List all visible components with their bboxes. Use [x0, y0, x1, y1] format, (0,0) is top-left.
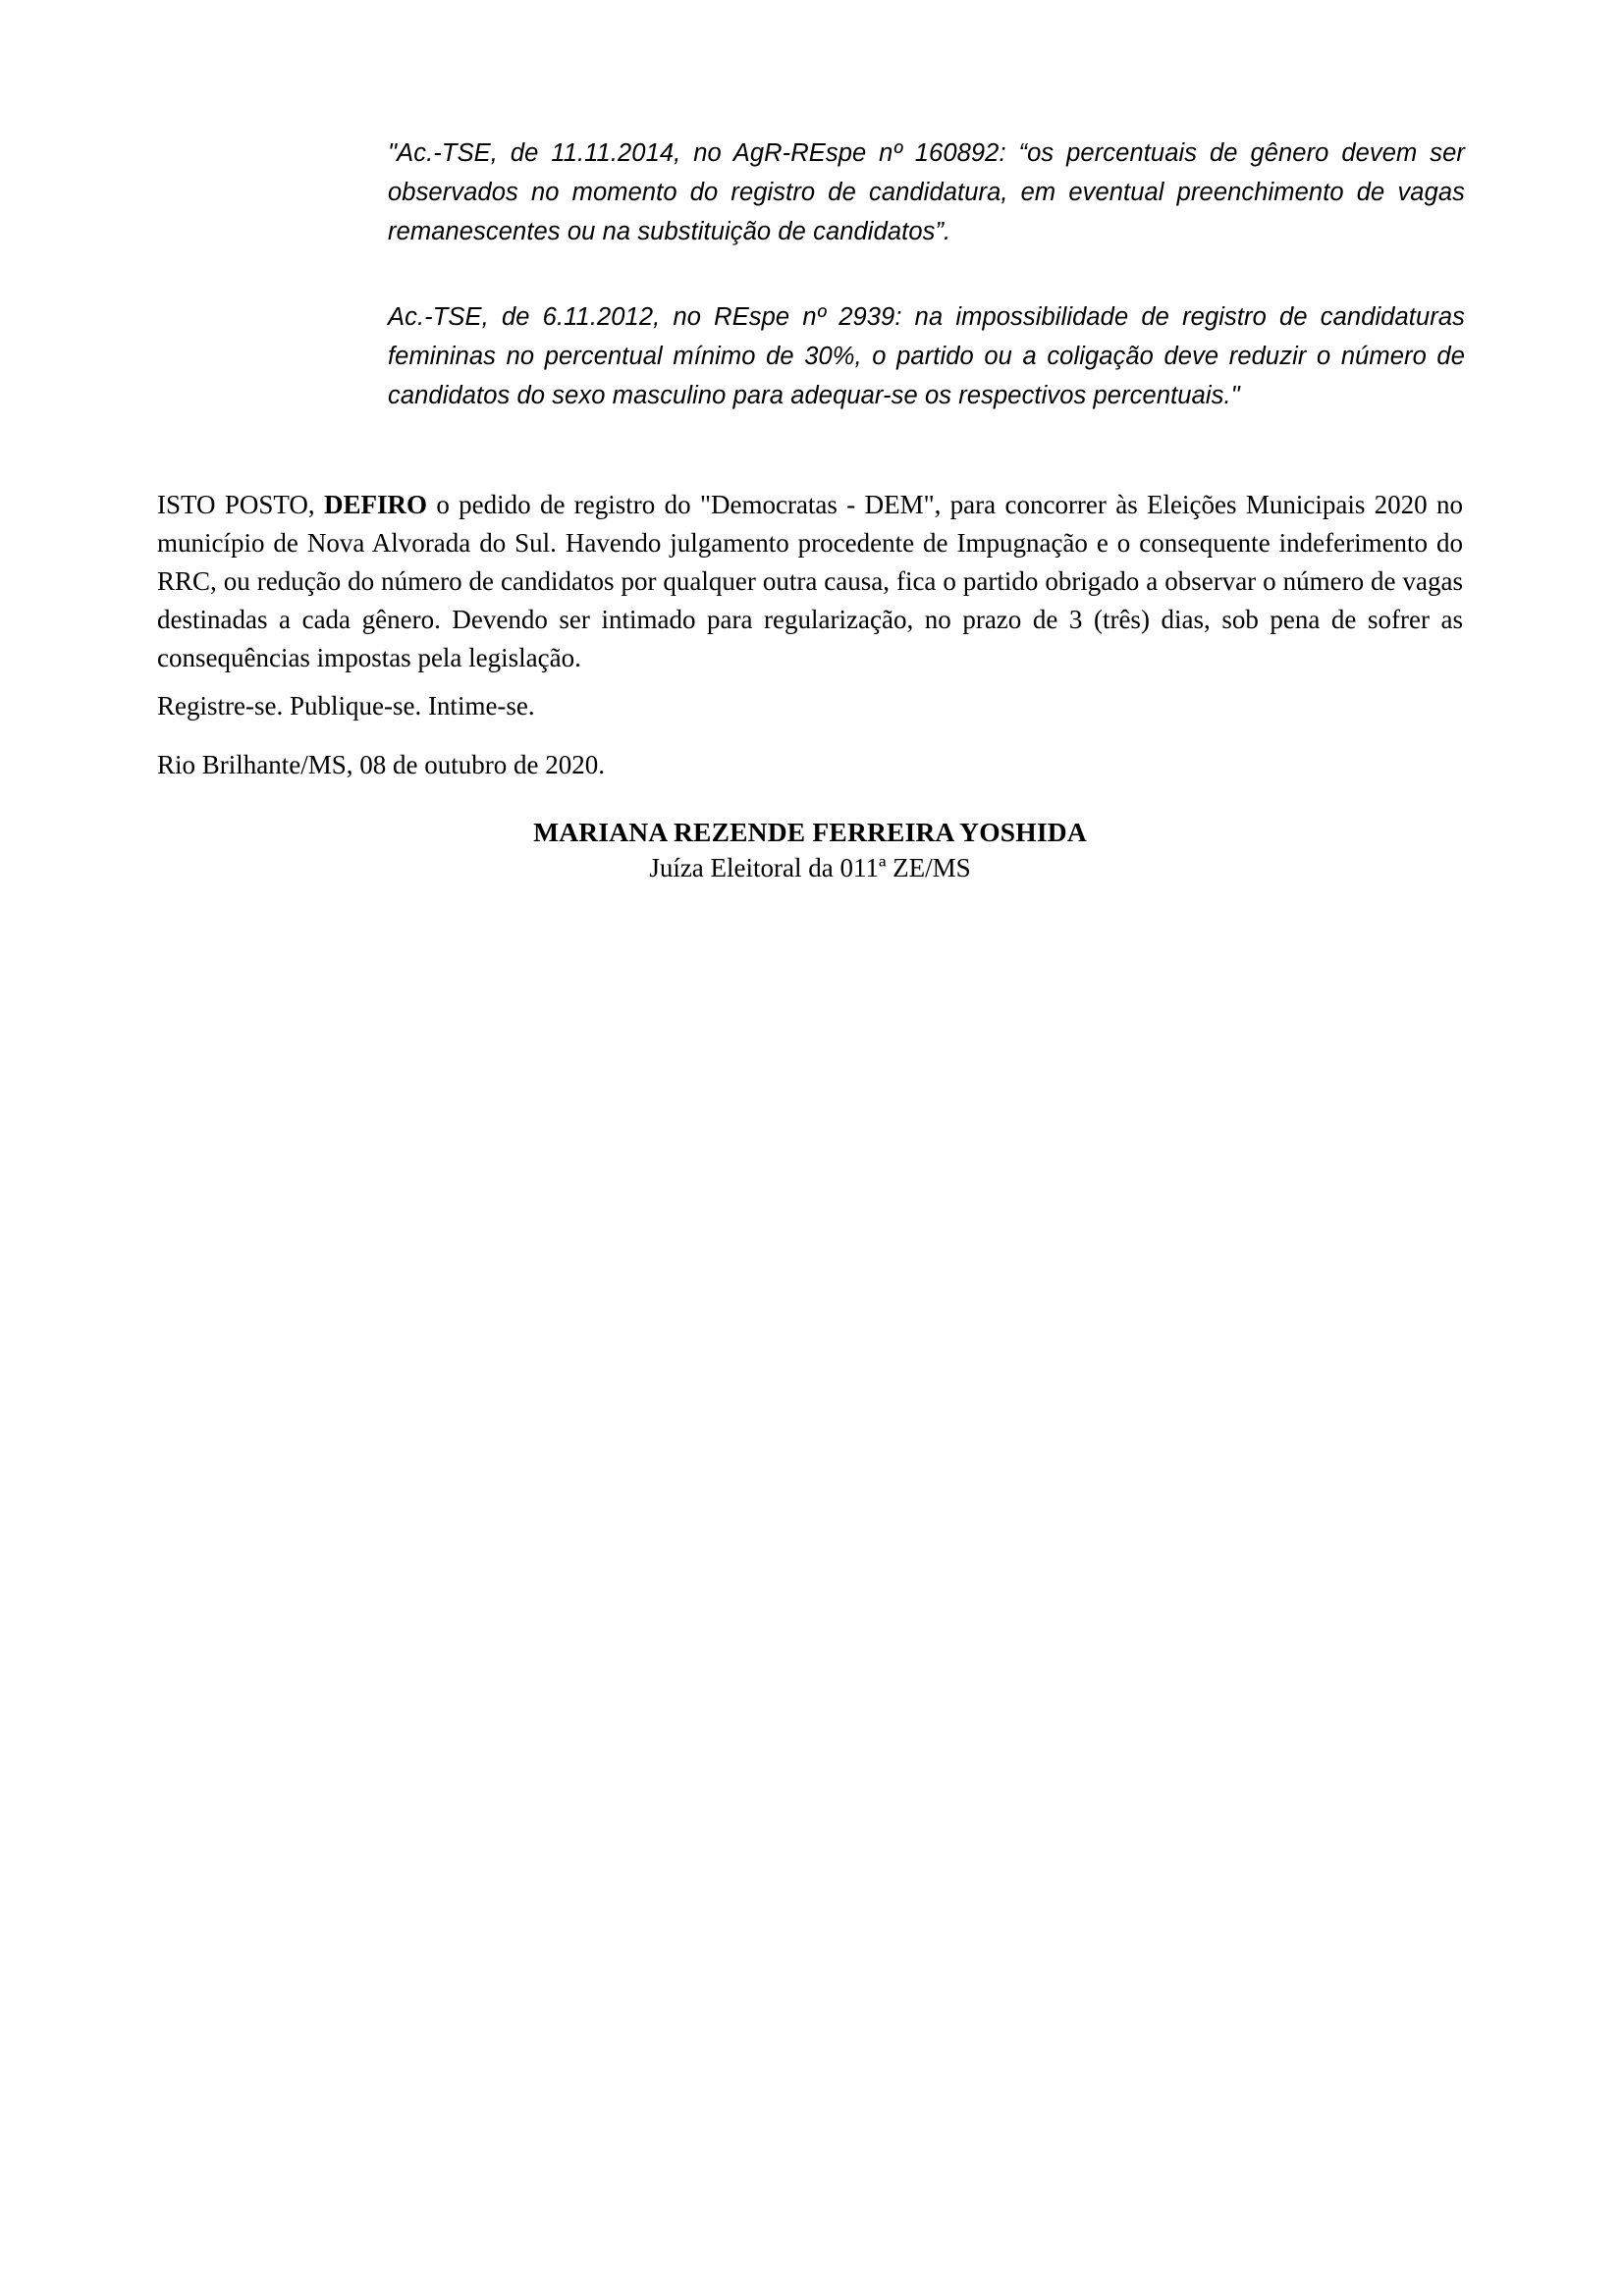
decision-emphasis-deferiro: DEFIRO	[323, 490, 427, 519]
orders-paragraph: Registre-se. Publique-se. Intime-se.	[157, 691, 535, 721]
decision-body-text: o pedido de registro do "Democratas - DEM", para concorrer às Eleições Municipais 2020 no município de Nova Alvorada do Sul. Havendo julgamento procedente de Impugnação e o consequente indeferimento do RRC, ou redução do número de candidatos por qualquer outra causa, fica o partido obrigado a observar o número de vagas destinadas a cada gênero. Devendo ser intimado para regularização, no prazo de 3 (três) dias, sob pena de sofrer as consequências impostas pela legislação.	[157, 490, 1464, 672]
signature-role: Juíza Eleitoral da 011ª ZE/MS	[649, 853, 971, 882]
signature-name: MARIANA REZENDE FERREIRA YOSHIDA	[533, 817, 1087, 847]
place-and-date-paragraph: Rio Brilhante/MS, 08 de outubro de 2020.	[157, 750, 605, 779]
quotation-block-tse-2014: "Ac.-TSE, de 11.11.2014, no AgR-REspe nº 160892: “os percentuais de gênero devem ser observados no momento do registro de candidatura, em eventual preenchimento de vagas remanescentes ou na substituição de candidatos”.	[388, 139, 1465, 245]
decision-paragraph	[157, 486, 1463, 677]
quotation-block-tse-2012: Ac.-TSE, de 6.11.2012, no REspe nº 2939: na impossibilidade de registro de candidaturas femininas no percentual mínimo de 30%, o partido ou a coligação deve reduzir o número de candidatos do sexo masculino para adequar-se os respectivos percentuais."	[388, 303, 1465, 409]
decision-lead-in: ISTO POSTO,	[157, 490, 315, 519]
